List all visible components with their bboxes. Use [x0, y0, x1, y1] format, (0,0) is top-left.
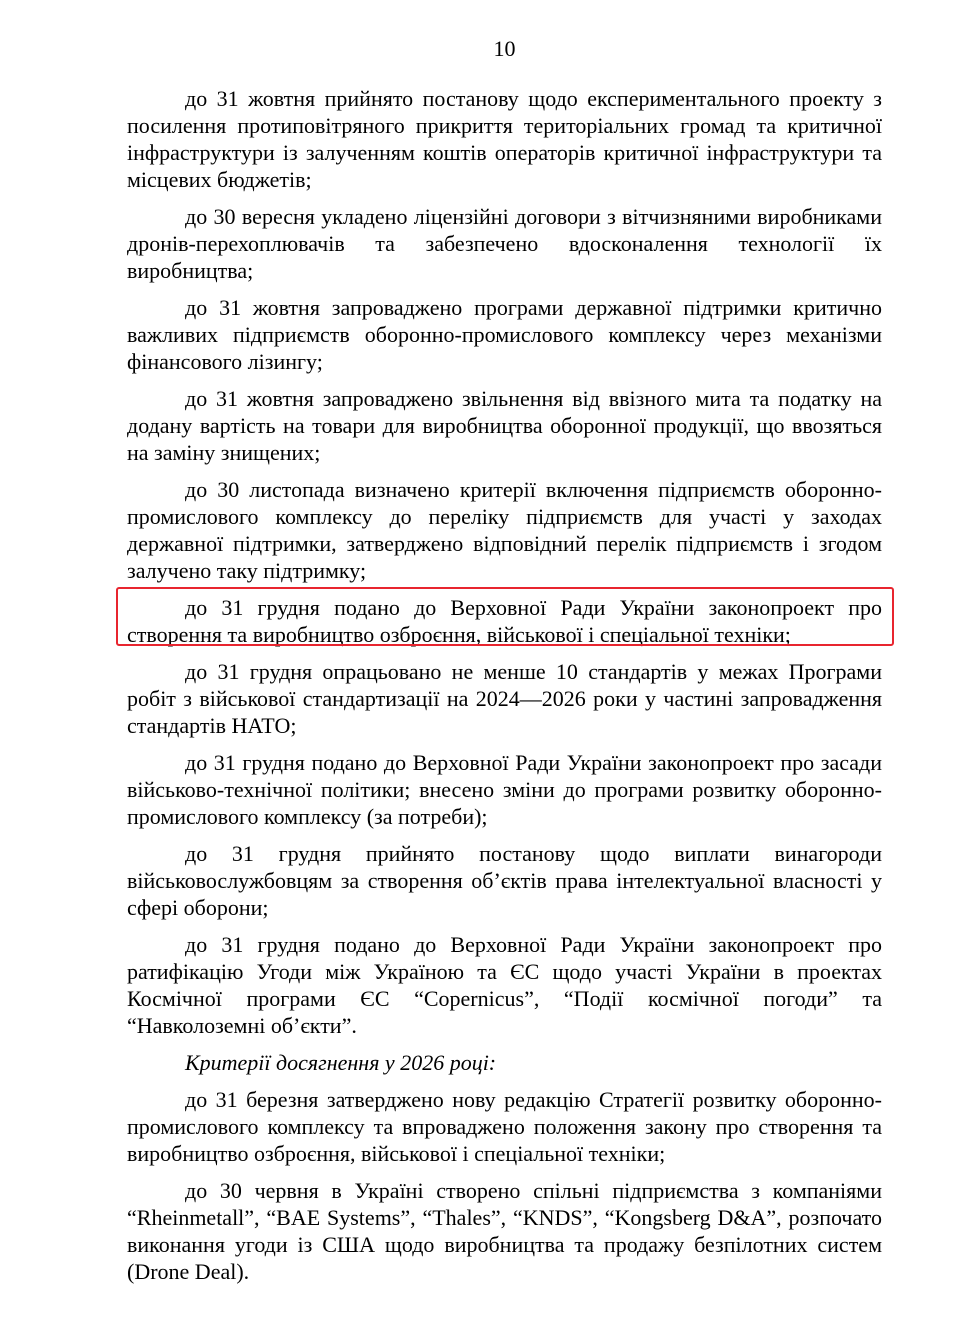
section-heading: Критерії досягнення у 2026 році:: [185, 1050, 497, 1075]
paragraph: до 31 жовтня прийнято постанову щодо експериментального проекту з посилення протиповітряного прикриття територіальних громад та критичної інфраструктури із залученням коштів операторів критичної інфраструктури та місцевих бюджетів;: [127, 86, 882, 192]
paragraph: до 30 червня в Україні створено спільні підприємства з компаніями “Rheinmetall”, “BAE Systems”, “Thales”, “KNDS”, “Kongsberg D&A”, розпочато виконання угоди із США щодо виробництва та продажу безпілотних систем (Drone Deal).: [127, 1178, 882, 1284]
paragraph: до 30 листопада визначено критерії включення підприємств оборонно-промислового комплексу до переліку підприємств для участі у заходах державної підтримки, затверджено відповідний перелік підприємств і згодом залучено таку підтримку;: [127, 477, 882, 583]
paragraph: до 31 жовтня запроваджено програми державної підтримки критично важливих підприємств оборонно-промислового комплексу через механізми фінансового лізингу;: [127, 295, 882, 374]
paragraph: до 31 жовтня запроваджено звільнення від ввізного мита та податку на додану вартість на товари для виробництва оборонної продукції, що ввозяться на заміну знищених;: [127, 386, 882, 465]
highlighted-paragraph: до 31 грудня подано до Верховної Ради України законопроект про створення та виробництво озброєння, військової і спеціальної техніки;: [127, 595, 882, 647]
paragraph: до 31 грудня подано до Верховної Ради України законопроект про ратифікацію Угоди між Україною та ЄС щодо участі України в проектах Космічної програми ЄС “Copernicus”, “Події космічної погоди” та “Навколоземні об’єкти”.: [127, 932, 882, 1038]
paragraph: до 31 березня затверджено нову редакцію Стратегії розвитку оборонно-промислового комплексу та впроваджено положення закону про створення та виробництво озброєння, військової і спеціальної техніки;: [127, 1087, 882, 1166]
document-body: [127, 85, 882, 1295]
paragraph: до 31 грудня опрацьовано не менше 10 стандартів у межах Програми робіт з військової стандартизації на 2024—2026 роки у частині запровадження стандартів НАТО;: [127, 659, 882, 738]
page-number: 10: [493, 36, 516, 61]
paragraph: до 31 грудня прийнято постанову щодо виплати винагороди військовослужбовцям за створення об’єктів права інтелектуальної власності у сфері оборони;: [127, 841, 882, 920]
paragraph: до 30 вересня укладено ліцензійні договори з вітчизняними виробниками дронів-перехоплювачів та забезпечено вдосконалення технології їх виробництва;: [127, 204, 882, 283]
paragraph: до 31 грудня подано до Верховної Ради України законопроект про засади військово-технічної політики; внесено зміни до програми розвитку оборонно-промислового комплексу (за потреби);: [127, 750, 882, 829]
